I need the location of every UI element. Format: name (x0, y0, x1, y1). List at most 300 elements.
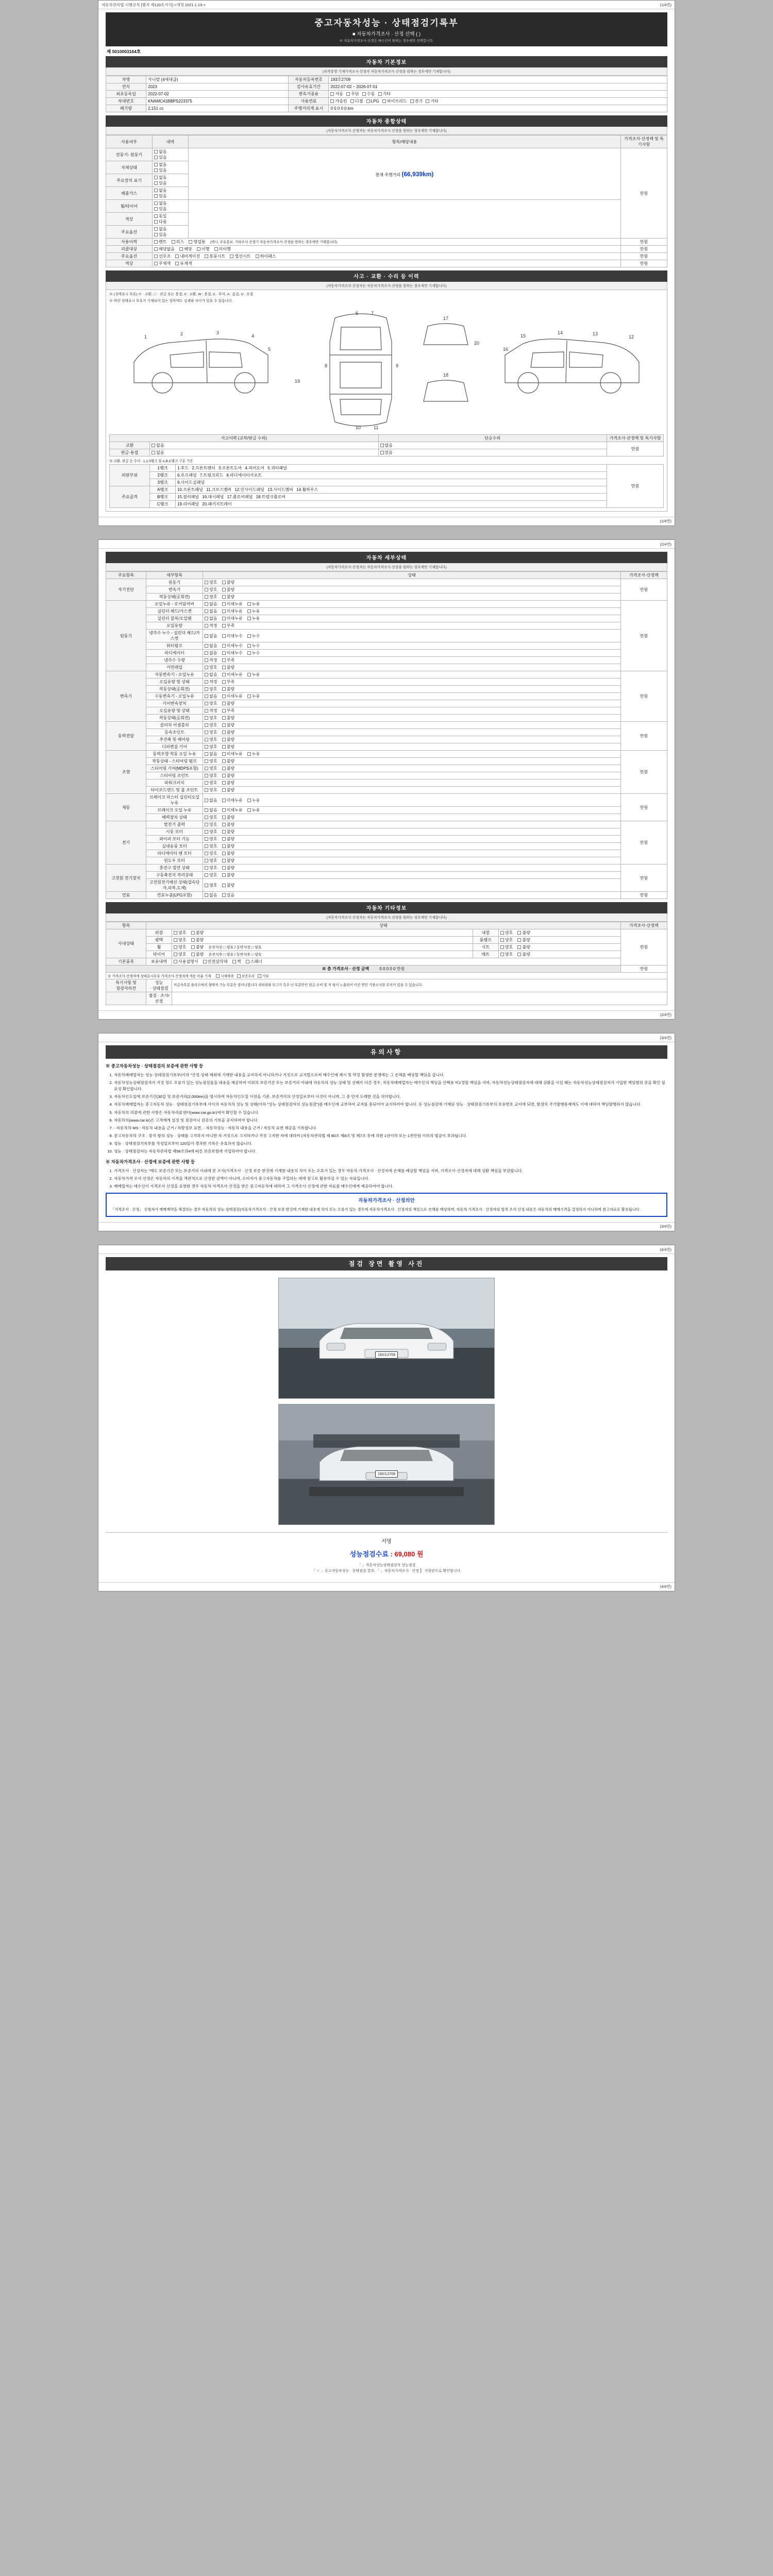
sub-at-idle: 작동상태(공회전) (146, 686, 203, 693)
checkbox-chargeport-bad[interactable]: 불량 (222, 865, 234, 871)
checkbox-options-none[interactable]: 없음 (154, 226, 166, 232)
checkbox-powercrutch-good[interactable]: 양호 (205, 780, 217, 786)
checkbox-oillevel-low[interactable]: 부족 (222, 623, 234, 629)
checkbox-recall-done[interactable]: 이행 (197, 246, 209, 252)
section-basic-info-header: 자동차 기본정보 (106, 56, 667, 67)
row-label-options: 주요옵션 (106, 226, 153, 239)
page-number-3: (3/4면) (660, 1224, 671, 1229)
label-exchange: 교환 (110, 442, 150, 449)
checkbox-coolhead-slight[interactable]: 미세누수 (222, 633, 243, 639)
checkbox-booster-good[interactable]: 양호 (205, 815, 217, 820)
row-opts-body (153, 161, 189, 174)
price-transmission: 만원 (621, 671, 667, 722)
page-1 (98, 0, 675, 526)
checkbox-radfan-good[interactable]: 양호 (205, 851, 217, 856)
checkbox-transmission-auto[interactable]: 자동 (330, 91, 343, 97)
checkbox-spanner[interactable]: 스패너 (246, 959, 262, 964)
checkbox-mtleak-leak[interactable]: 누유 (247, 693, 260, 699)
label-inspection-type: 성능 · 상태점검 (146, 979, 172, 992)
value-inspection-validity: 2022-07-02 ~ 2026-07-01 (329, 83, 667, 91)
checkbox-option-hipass[interactable]: 하이패스 (256, 253, 276, 259)
checkbox-batteryiso-bad[interactable]: 불량 (222, 872, 234, 878)
item-front-fender: 2.프론트팬더 (192, 466, 215, 471)
sub-blower-motor: 실내송풍 모터 (146, 843, 203, 850)
value-displacement: 2,151 cc (146, 105, 289, 112)
price-powertrain: 만원 (621, 722, 667, 751)
list-item: 8. 중고자동차의 구조 · 장치 항의 성능 · 상태를 고지하지 아니한 자 거짓으로 고지하거나 거짓 고지한 자에 대하여 (자동차관리법 제 80조 제8조 및 제7조 등에 의한 1년이하 또는 1천만원 이하의 벌금이 부과됩니다. (114, 1133, 667, 1139)
table-row (106, 951, 667, 958)
checkbox-atoil-ok[interactable]: 적정 (205, 679, 217, 685)
sub-power-crutch: 파워크러치 (146, 779, 203, 787)
row-opts-wheel (153, 200, 189, 213)
table-row (110, 465, 664, 472)
checkbox-powercrutch-bad[interactable]: 불량 (222, 780, 234, 786)
checkbox-interior-good[interactable]: 양호 (500, 930, 513, 936)
checkbox-alternator-good[interactable]: 양호 (205, 822, 217, 827)
svg-text:10: 10 (356, 425, 361, 431)
checkbox-oillevel-ok[interactable]: 적정 (205, 623, 217, 629)
checkbox-exchange-none[interactable]: 없음 (152, 443, 164, 448)
checkbox-polish-good[interactable]: 양호 (174, 937, 186, 943)
checkbox-emission-none[interactable]: 없음 (154, 188, 166, 193)
group-engine: 원동기 (106, 601, 146, 671)
checkbox-waterpump-leak[interactable]: 누수 (247, 643, 260, 649)
checkbox-fuel-hybrid[interactable]: 하이브리드 (382, 98, 407, 104)
page-number-top-4: (4/4면) (660, 1247, 671, 1252)
checkbox-alternator-bad[interactable]: 불량 (222, 822, 234, 827)
checkbox-simple-none[interactable]: 없음 (380, 443, 393, 448)
checkbox-motor-yes[interactable]: 있음 (154, 155, 166, 160)
sub-radiator-fan: 라디에이터 팬 모터 (146, 850, 203, 857)
checkbox-steergear-bad[interactable]: 불량 (222, 766, 234, 771)
state-transmission (203, 586, 621, 594)
fee-label: 성능점검수료 : (349, 1550, 393, 1558)
checkbox-starter-bad[interactable]: 불량 (222, 829, 234, 835)
checkbox-waterpump-slight[interactable]: 미세누수 (222, 643, 243, 649)
checkbox-fuelleak-none[interactable]: 없음 (205, 892, 217, 898)
checkbox-booster-bad[interactable]: 불량 (222, 815, 234, 820)
checkbox-mainparts-yes[interactable]: 있음 (154, 180, 166, 186)
svg-text:17: 17 (443, 316, 449, 321)
total-price-value: 0 0 0 0 0 만원 (379, 967, 405, 972)
checkbox-interior-bad[interactable]: 불량 (517, 930, 530, 936)
checkbox-simple-yes[interactable]: 있음 (380, 450, 393, 455)
checkbox-waterpump-none[interactable]: 없음 (205, 643, 217, 649)
label-rank-3: 3랭크 (150, 479, 176, 486)
checkbox-mastercyl-none[interactable]: 없음 (205, 798, 217, 803)
checkbox-recall-notdone[interactable]: 미이행 (214, 246, 231, 252)
checkbox-starter-good[interactable]: 양호 (205, 829, 217, 835)
group-powertrain: 동력전달 (106, 722, 146, 751)
checkbox-atidle-bad[interactable]: 불량 (222, 686, 234, 692)
checkbox-engine-good[interactable]: 양호 (205, 580, 217, 585)
checkbox-body-none[interactable]: 없음 (154, 162, 166, 167)
checkbox-wheel-none[interactable]: 없음 (154, 200, 166, 206)
checkbox-mat-good[interactable]: 양호 (500, 952, 513, 957)
state-window-motor (203, 857, 621, 865)
checkbox-mainparts-none[interactable]: 없음 (154, 175, 166, 180)
document-title: 중고자동차성능 · 상태점검기록부 (314, 18, 459, 28)
table-row (106, 751, 667, 758)
declaration-title: 자동차가격조사 · 산정의안 (358, 1198, 415, 1204)
checkbox-brakeoil-none[interactable]: 없음 (205, 807, 217, 813)
item-front-panel: 10.프론트패널 (177, 487, 203, 493)
checkbox-mtleak-none[interactable]: 없음 (205, 693, 217, 699)
state-wiper-motor (203, 836, 621, 843)
svg-text:18: 18 (443, 372, 449, 378)
checkbox-coollevel-low[interactable]: 부족 (222, 657, 234, 663)
checkbox-wheel-good[interactable]: 양호 (174, 944, 186, 950)
svg-text:19: 19 (295, 379, 300, 384)
table-row (106, 622, 667, 630)
group-brake: 제동 (106, 794, 146, 821)
page-2 (98, 539, 675, 1020)
checkbox-color-same[interactable]: 동일 (154, 213, 166, 219)
table-row (106, 679, 667, 686)
checkbox-recall-yes[interactable]: 해당 (179, 246, 192, 252)
checkbox-propshaft-bad[interactable]: 불량 (222, 737, 234, 742)
table-row (110, 501, 664, 508)
checkbox-coollevel-ok[interactable]: 적정 (205, 657, 217, 663)
checkbox-etc[interactable]: 기타 (258, 973, 269, 978)
checkbox-mtoil-ok[interactable]: 적정 (205, 708, 217, 714)
checkbox-coolhead-leak[interactable]: 누수 (247, 633, 260, 639)
checkbox-trans-good[interactable]: 양호 (205, 587, 217, 592)
checkbox-mtleak-slight[interactable]: 미세누유 (222, 693, 243, 699)
checkbox-color-achromatic[interactable]: 무채색 (154, 261, 171, 266)
checkbox-option-heatseat[interactable]: 열선시트 (230, 253, 250, 259)
checkbox-rocker-slight[interactable]: 미세누유 (222, 601, 243, 607)
section-accident-header: 사고 · 교환 · 수리 등 이력 (106, 270, 667, 282)
checkbox-steerjoint-good[interactable]: 양호 (205, 773, 217, 778)
checkbox-cylhead-slight[interactable]: 미세누유 (222, 608, 243, 614)
checkbox-engine-bad[interactable]: 불량 (222, 580, 234, 585)
checkbox-psleak-leak[interactable]: 누유 (247, 751, 260, 757)
row-label-emission: 배출가스 (106, 187, 153, 200)
group-fuel: 연료 (106, 892, 146, 899)
license-plate-1: 193호2709 (375, 1351, 398, 1359)
label-outer-panel: 외판부위 (110, 465, 150, 486)
checkbox-clutch-bad[interactable]: 불량 (222, 722, 234, 728)
table-row (106, 83, 667, 91)
checkbox-cylhead-leak[interactable]: 누유 (247, 608, 260, 614)
checkbox-mastercyl-leak[interactable]: 누유 (247, 798, 260, 803)
checkbox-body-yes[interactable]: 있음 (154, 167, 166, 173)
checkbox-fuel-electric[interactable]: 전기 (410, 98, 423, 104)
checkbox-option-sunroof[interactable]: 선루프 (154, 253, 171, 259)
checkbox-fuel-other[interactable]: 기타 (426, 98, 438, 104)
table-row (106, 787, 667, 794)
checkbox-polish-bad[interactable]: 불량 (191, 937, 204, 943)
state-room-lamp (498, 937, 620, 944)
sub-wheel: 휠 (146, 944, 172, 951)
checkbox-cylblock-leak[interactable]: 누유 (247, 616, 260, 621)
car-front-illustration (309, 1309, 464, 1376)
value-vin: KNAMC41BBPS223375 (146, 98, 289, 105)
checkbox-depreciation[interactable]: 시세하락 (216, 973, 233, 978)
value-fuel (329, 98, 667, 105)
checkbox-recall-na[interactable]: 해당없음 (154, 246, 175, 252)
checkbox-color-chromatic[interactable]: 유채색 (175, 261, 192, 266)
row-label-color: 색상 (106, 213, 153, 226)
row-label-mainparts: 주요장치 표기 (106, 174, 153, 187)
checkbox-option-ventseat[interactable]: 통풍시트 (205, 253, 225, 259)
state-seat (498, 944, 620, 951)
checkbox-fuel-lpg[interactable]: LPG (366, 99, 379, 104)
label-main-frame: 주요골격 (110, 486, 150, 508)
label-inspector-opinion: 특기사항 및 점검자의견 (106, 979, 146, 992)
checkbox-mastercyl-slight[interactable]: 미세누유 (222, 798, 243, 803)
checkbox-rocker-none[interactable]: 없음 (205, 601, 217, 607)
checkbox-brakeoil-slight[interactable]: 미세누유 (222, 807, 243, 813)
state-steering-joint (203, 772, 621, 779)
checkbox-option-navigation[interactable]: 내비게이션 (175, 253, 200, 259)
checkbox-manual[interactable]: 사용설명서 (174, 959, 198, 964)
row-opts-color (153, 213, 189, 226)
sub-steering-pump: 작동상태 - 스티어링 펌프 (146, 758, 203, 765)
item-trunk-floor: 18.트렁크플로어 (256, 495, 286, 500)
checkbox-diffgear-bad[interactable]: 불량 (222, 744, 234, 750)
checkbox-tire-bad[interactable]: 불량 (191, 952, 204, 957)
checkbox-window-bad[interactable]: 불량 (222, 858, 234, 863)
table-row (106, 828, 667, 836)
diagram-note-2: ※ 하단 상태표시 부호가 기재되어 있는 항목에도 실제와 차이가 있을 수 있습니다. (109, 299, 233, 303)
checkbox-gearshift-good[interactable]: 양호 (205, 701, 217, 706)
checkbox-window-good[interactable]: 양호 (205, 858, 217, 863)
checkbox-warranty[interactable]: 보증수리 (237, 973, 255, 978)
checkbox-seat-good[interactable]: 양호 (500, 944, 513, 950)
notice-body (106, 1063, 667, 1217)
item-roof-panel: 6.루프패널 (177, 473, 197, 478)
notice-list-2 (114, 1168, 667, 1190)
checkbox-wheel-bad[interactable]: 불량 (191, 944, 204, 950)
checkbox-steerpump-good[interactable]: 양호 (205, 758, 217, 764)
table-row (106, 992, 667, 1005)
checkbox-fuel-diesel[interactable]: 디젤 (350, 98, 363, 104)
checkbox-psleak-none[interactable]: 없음 (205, 751, 217, 757)
item-rear-panel: 19.리어패널 (177, 502, 199, 507)
total-price-cell: 만원 (621, 965, 667, 973)
checkbox-coolhead-none[interactable]: 없음 (205, 633, 217, 639)
checkbox-transmission-cvt[interactable]: 무단 (346, 91, 359, 97)
checkbox-cvjoint-good[interactable]: 양호 (205, 730, 217, 735)
page-4-top-note (98, 1245, 675, 1254)
checkbox-rocker-leak[interactable]: 누유 (247, 601, 260, 607)
col-content: 항목/해당내용 (189, 135, 621, 148)
price-steering: 만원 (621, 751, 667, 794)
sub-gear-shift: 기어변속장치 (146, 700, 203, 707)
table-row (106, 758, 667, 765)
page-number-top-3: (3/4면) (660, 1036, 671, 1041)
checkbox-seat-bad[interactable]: 불량 (517, 944, 530, 950)
checkbox-transmission-other[interactable]: 기타 (378, 91, 391, 97)
row-opts-color2 (153, 260, 621, 267)
list-item: 3. 매매업자는 매수인이 가격조사·산정을 요청한 경우 자동차 가격조사·산정을 받은 중고자동차에 대하여 그 가격조사·산정에 관한 자료를 매수인에게 제공하여야 합니다. (114, 1183, 667, 1190)
checkbox-mtoil-low[interactable]: 부족 (222, 708, 234, 714)
checkbox-atleak-none[interactable]: 없음 (205, 672, 217, 677)
sub-tierod-end: 타이로드엔드 및 볼 조인트 (146, 787, 203, 794)
table-row (106, 642, 667, 650)
accident-legend: ※ 교환, 판금 등 수리 : 1,2,3랭크 및 A,B,C랭크 구분 기준 (109, 460, 193, 464)
checkbox-atleak-leak[interactable]: 누유 (247, 672, 260, 677)
checkbox-trans-bad[interactable]: 불량 (222, 587, 234, 592)
footnote-line-2: 「 ∨ 」중고자동차성능 · 상태점검 결과, 「 」자동차가격조사 · 산정 】 사항란으로 확인합니다. (311, 1569, 462, 1573)
checkbox-steerjoint-bad[interactable]: 불량 (222, 773, 234, 778)
table-row (106, 650, 667, 657)
sub-ps-leak: 동력조향 작동 오일 누유 (146, 751, 203, 758)
checkbox-steergear-good[interactable]: 양호 (205, 766, 217, 771)
checkbox-cylblock-none[interactable]: 없음 (205, 616, 217, 621)
sub-coolant-level: 냉각수 수량 (146, 657, 203, 664)
item-dash-panel: 16.대시패널 (202, 495, 224, 500)
checkbox-steerpump-bad[interactable]: 불량 (222, 758, 234, 764)
checkbox-exterior-bad[interactable]: 불량 (191, 930, 204, 936)
sub-coolant-head: 냉각수 누수 - 실린더 헤드/가스켓 (146, 630, 203, 642)
item-side-sill-panel: 9.사이드실패널 (177, 480, 205, 485)
checkbox-wheel-yes[interactable]: 있음 (154, 206, 166, 212)
checkbox-triangle[interactable]: 안전삼각대 (203, 959, 228, 964)
checkbox-atoil-low[interactable]: 부족 (222, 679, 234, 685)
checkbox-clutch-good[interactable]: 양호 (205, 722, 217, 728)
state-mt-leak (203, 693, 621, 700)
checkbox-commonrail-good[interactable]: 양호 (205, 665, 217, 670)
row-opts-mainparts (153, 174, 189, 187)
checkbox-idle-good[interactable]: 양호 (205, 594, 217, 600)
checkbox-emission-yes[interactable]: 있음 (154, 193, 166, 199)
checkbox-transmission-manual[interactable]: 수동 (362, 91, 375, 97)
checkbox-tierod-bad[interactable]: 불량 (222, 787, 234, 793)
checkbox-exterior-good[interactable]: 양호 (174, 930, 186, 936)
page-number-1: (1/4면) (660, 519, 671, 524)
checkbox-batteryiso-good[interactable]: 양호 (205, 872, 217, 878)
page-4-bottom-note (98, 1582, 675, 1591)
checkbox-jack[interactable]: 잭 (232, 959, 241, 964)
list-item: 2. 자동차성능상태점검자가 거짓 정도 오류가 있는 성능점검물을 내용을 제공하여 이외의 보증기간 또는 보증거리 이내에 자동차의 성능·상태 및 선배가 다른 경우, 자동차매매업자는 매수인의 책임을 산택용 비1정할 책임을 지며, 자동차성능상태점검자에 대해 상환을 시킬 때는 자동차성능상태점검자가 기입한 책임범위 증을 확인 필요성 확인합니다. (114, 1080, 667, 1092)
section-other-subnote: (자동차가격조사·산정자는 자동차가격조사·산정을 원하는 경우에만 기재합니다) (106, 913, 667, 922)
checkbox-brakeoil-leak[interactable]: 누유 (247, 807, 260, 813)
list-item: 2. 자동차가격 조사·산정은 자동차의 가격을 객관적으로 산정한 금액이 아니며, 소비자가 중고자동차를 구입하는 데에 참고로 활용하실 수 있는 자료입니다. (114, 1176, 667, 1182)
checkbox-usage-commercial[interactable]: 영업용 (189, 239, 205, 245)
checkbox-usage-rent[interactable]: 렌트 (154, 239, 166, 245)
checkbox-commonrail-bad[interactable]: 불량 (222, 665, 234, 670)
label-first-registration: 최초등록일 (106, 91, 146, 98)
checkbox-cylhead-none[interactable]: 없음 (205, 608, 217, 614)
checkbox-weld-none[interactable]: 없음 (152, 450, 164, 455)
checkbox-motor-none[interactable]: 없음 (154, 149, 166, 155)
state-cyl-block (203, 615, 621, 622)
section-detail-header: 자동차 세부상태 (106, 552, 667, 563)
table-row (106, 246, 667, 253)
svg-text:11: 11 (374, 425, 379, 431)
label-displacement: 배기량 (106, 105, 146, 112)
sub-fuel-leak: 연료누출(LPG포함) (146, 892, 203, 899)
group-high-voltage: 고전원 전기장치 (106, 865, 146, 892)
option-price-cell: 만원 (621, 253, 667, 260)
checkbox-mtidle-good[interactable]: 양호 (205, 715, 217, 721)
label-rank-1: 1랭크 (150, 465, 176, 472)
state-gear-shift (203, 700, 621, 707)
sub-alternator: 발전기 출력 (146, 821, 203, 828)
sub-propeller-shaft: 추진축 및 베어링 (146, 736, 203, 743)
table-row (106, 937, 667, 944)
checkbox-psleak-slight[interactable]: 미세누유 (222, 751, 243, 757)
checkbox-fuelleak-yes[interactable]: 있음 (222, 892, 234, 898)
col-accident-price: 가격조사·산정액 및 특기사항 (607, 435, 664, 442)
state-water-pump (203, 642, 621, 650)
checkbox-fuel-gasoline[interactable]: 가솔린 (330, 98, 347, 104)
checkbox-radfan-bad[interactable]: 불량 (222, 851, 234, 856)
checkbox-mat-bad[interactable]: 불량 (517, 952, 530, 957)
checkbox-idle-bad[interactable]: 불량 (222, 594, 234, 600)
label-fuel: 사용연료 (289, 98, 329, 105)
checkbox-color-diff[interactable]: 다름 (154, 219, 166, 225)
fee-row (106, 1547, 667, 1563)
notice-heading-2: ※ 자동차가격조사 · 산정에 보증에 관한 사항 등 (106, 1159, 195, 1165)
checkbox-chargeport-good[interactable]: 양호 (205, 865, 217, 871)
state-at-oil (203, 679, 621, 686)
page-number-4: (4/4면) (660, 1584, 671, 1589)
sub-battery-isolation: 구동축전지 격리상태 (146, 872, 203, 879)
checkbox-blower-bad[interactable]: 불량 (222, 843, 234, 849)
checkbox-options-yes[interactable]: 있음 (154, 232, 166, 238)
checkbox-gearshift-bad[interactable]: 불량 (222, 701, 234, 706)
row-label-main-options: 주요옵션 (106, 253, 153, 260)
group-interior-exterior: 사내상태 (106, 929, 146, 958)
checkbox-usage-lease[interactable]: 리스 (172, 239, 184, 245)
table-row (106, 979, 667, 992)
checkbox-tierod-good[interactable]: 양호 (205, 787, 217, 793)
checkbox-cvjoint-bad[interactable]: 불량 (222, 730, 234, 735)
checkbox-tire-good[interactable]: 양호 (174, 952, 186, 957)
state-charge-port (203, 865, 621, 872)
checkbox-wiper-bad[interactable]: 불량 (222, 836, 234, 842)
checkbox-mtidle-bad[interactable]: 불량 (222, 715, 234, 721)
table-row (106, 944, 667, 951)
checkbox-hvwiring-bad[interactable]: 불량 (222, 883, 234, 888)
checkbox-radiator-slight[interactable]: 미세누수 (222, 650, 243, 656)
sub-at-oil: 오일유량 및 상태 (146, 679, 203, 686)
items-rank-b (176, 494, 607, 501)
section-accident-subnote: (자동차가격조사·산정자는 자동차가격조사·산정을 원하는 경우에만 기재합니다) (106, 282, 667, 290)
table-row (106, 779, 667, 787)
checkbox-blower-good[interactable]: 양호 (205, 843, 217, 849)
photo-list (106, 1270, 667, 1532)
checkbox-wiper-good[interactable]: 양호 (205, 836, 217, 842)
checkbox-radiator-leak[interactable]: 누수 (247, 650, 260, 656)
checkbox-atleak-slight[interactable]: 미세누유 (222, 672, 243, 677)
checkbox-radiator-none[interactable]: 없음 (205, 650, 217, 656)
table-row (106, 743, 667, 751)
sub-at-leak: 자동변속기 - 오일누유 (146, 671, 203, 679)
table-header-row (106, 572, 667, 579)
checkbox-hvwiring-good[interactable]: 양호 (205, 883, 217, 888)
checkbox-diffgear-good[interactable]: 양호 (205, 744, 217, 750)
wheel-position-note: 운전석전 □ 양호 / 동반석전 □ 양호 (208, 946, 262, 950)
state-fuel-leak (203, 892, 621, 899)
table-header-row (106, 922, 667, 929)
mileage-panel (189, 148, 621, 200)
tire-position-note: 운전석후 □ 양호 / 동반석후 □ 양호 (208, 953, 262, 957)
label-rank-a: A랭크 (150, 486, 176, 494)
checkbox-roomlamp-bad[interactable]: 불량 (517, 937, 530, 943)
state-coolant-head (203, 630, 621, 642)
checkbox-roomlamp-good[interactable]: 양호 (500, 937, 513, 943)
checkbox-propshaft-good[interactable]: 양호 (205, 737, 217, 742)
checkbox-atidle-good[interactable]: 양호 (205, 686, 217, 692)
state-at-leak (203, 671, 621, 679)
table-row (106, 105, 667, 112)
checkbox-cylblock-slight[interactable]: 미세누유 (222, 616, 243, 621)
